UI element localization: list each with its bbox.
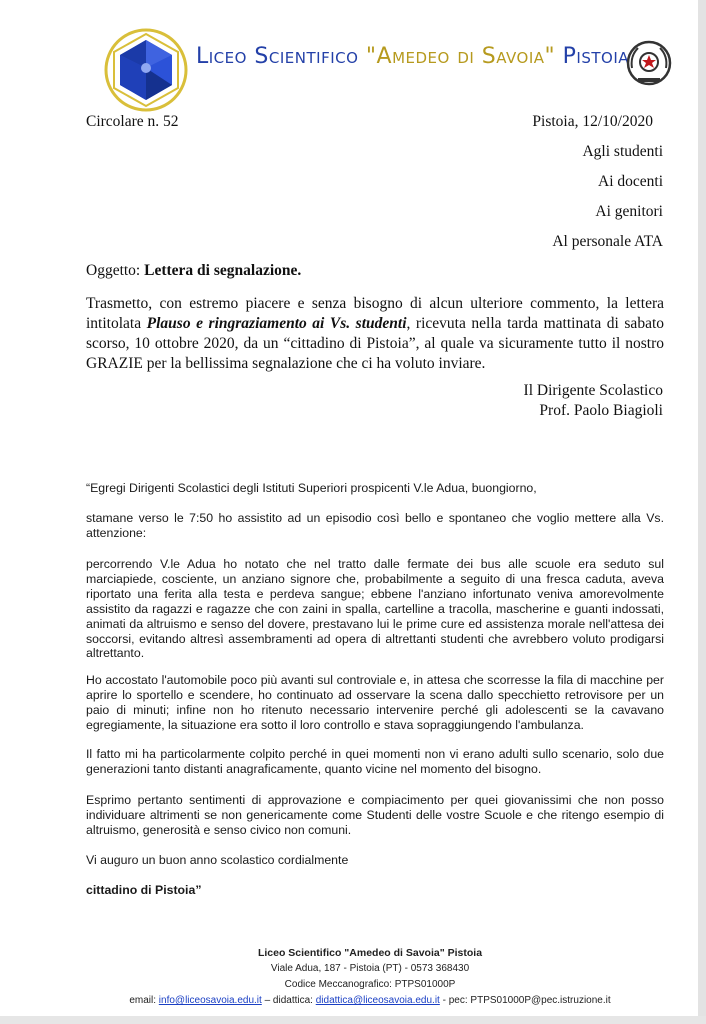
subject-label: Oggetto:: [86, 262, 141, 279]
footer-address: Viale Adua, 187 - Pistoia (PT) - 0573 368430: [270, 963, 470, 974]
school-name: [196, 44, 630, 69]
footer-email-label: email:: [129, 995, 159, 1006]
quoted-greeting: “Egregi Dirigenti Scolastici degli Istituti Superiori prospicenti V.le Adua, buongiorno,: [86, 481, 537, 495]
italian-republic-emblem-icon: [624, 38, 674, 88]
circular-number: Circolare n. 52: [86, 113, 179, 130]
signature-name: Prof. Paolo Biagioli: [539, 402, 663, 419]
quoted-paragraph-1: stamane verso le 7:50 ho assistito ad un episodio così bello e spontaneo che voglio mettere alla Vs. attenzione:: [86, 511, 664, 540]
recipient-teachers: Ai docenti: [598, 173, 663, 190]
letter-date: Pistoia, 12/10/2020: [532, 113, 653, 130]
school-name-part1: Liceo Scientifico: [196, 44, 366, 69]
page-edge-right: [698, 0, 706, 1024]
footer-didattica-label: – didattica:: [261, 995, 316, 1006]
recipient-ata-staff: Al personale ATA: [552, 233, 663, 250]
quoted-paragraph-3: Ho accostato l'automobile poco più avanti sul controviale e, in attesa che scorresse la fila di macchine per aprire lo sportello e scendere, ho continuato ad osservare la scena dallo specchietto retrovisore per un paio di minuti; infine non ho ritenuto necessario intervenire perché gli adolescenti se la cavavano egregiamente, la situazione era sotto il loro controllo e stava sopraggiungendo l'ambulanza.: [86, 673, 664, 732]
subject-line: [86, 262, 301, 280]
footer-email-link[interactable]: info@liceosavoia.edu.it: [158, 995, 262, 1006]
quoted-closing: cittadino di Pistoia”: [86, 883, 202, 897]
footer-school-name: Liceo Scientifico "Amedeo di Savoia" Pistoia: [257, 947, 483, 959]
recipient-students: Agli studenti: [582, 143, 663, 160]
footer-didattica-link[interactable]: didattica@liceosavoia.edu.it: [315, 995, 440, 1006]
subject-text: Lettera di segnalazione.: [144, 262, 302, 279]
intro-letter-title: Plauso e ringraziamento ai Vs. studenti: [146, 315, 407, 332]
page-edge-bottom: [0, 1016, 706, 1024]
intro-paragraph: [86, 294, 664, 374]
quoted-paragraph-4: Il fatto mi ha particolarmente colpito perché in quei momenti non vi erano adulti sullo scenario, solo due generazioni tanto distanti anagraficamente, quanto vicine nel momento del bisogno.: [86, 747, 664, 776]
signature-role: Il Dirigente Scolastico: [523, 382, 663, 399]
footer-code: Codice Meccanografico: PTPS01000P: [284, 979, 456, 990]
intro-text-2: , ricevuta nella tarda mattinata di sabato scorso, 10 ottobre 2020, da un “cittadino di Pistoia”, al quale va sicuramente tutto il nostro GRAZIE per la bellissima segnalazione che ci ha voluto inviare.: [86, 315, 665, 372]
footer-contacts: [80, 995, 660, 1006]
school-name-quoted: "Amedeo di Savoia": [365, 44, 556, 69]
quoted-paragraph-5: Esprimo pertanto sentimenti di approvazione e compiacimento per quei giovanissimi che non posso individuare altrimenti se non genericamente come Studenti delle vostre Scuole e che ritengo esempio di altruismo, generosità e senso civico non comuni.: [86, 793, 664, 837]
blue-polyhedron-logo: [100, 24, 192, 116]
footer-pec: - pec: PTPS01000P@pec.istruzione.it: [439, 995, 611, 1006]
quoted-wishes: Vi auguro un buon anno scolastico cordialmente: [86, 853, 349, 867]
intro-text-1: Trasmetto, con estremo piacere e senza bisogno di alcun ulteriore commento, la lettera intitolata: [86, 295, 664, 332]
recipient-parents: Ai genitori: [595, 203, 663, 220]
quoted-paragraph-2: percorrendo V.le Adua ho notato che nel tratto dalle fermate dei bus alle scuole era seduto sul marciapiede, cosciente, un anziano signore che, probabilmente a seguito di una fresca caduta, aveva riportato una ferita alla testa e perdeva sangue; ebbene l'anziano infortunato veniva amorevolmente assistito da ragazzi e ragazze che con zaini in spalla, cartelline a tracolla, mascherine e guanti indossati, animati da altruismo e senso del dovere, prestavano lui le prime cure ed assistenza morale nell'attesa dei soccorsi, evitando altresì assembramenti ad opera di altrettanti studenti che avrebbero voluto prodigarsi altrettanto.: [86, 557, 664, 661]
school-name-part2: Pistoia: [555, 44, 630, 69]
